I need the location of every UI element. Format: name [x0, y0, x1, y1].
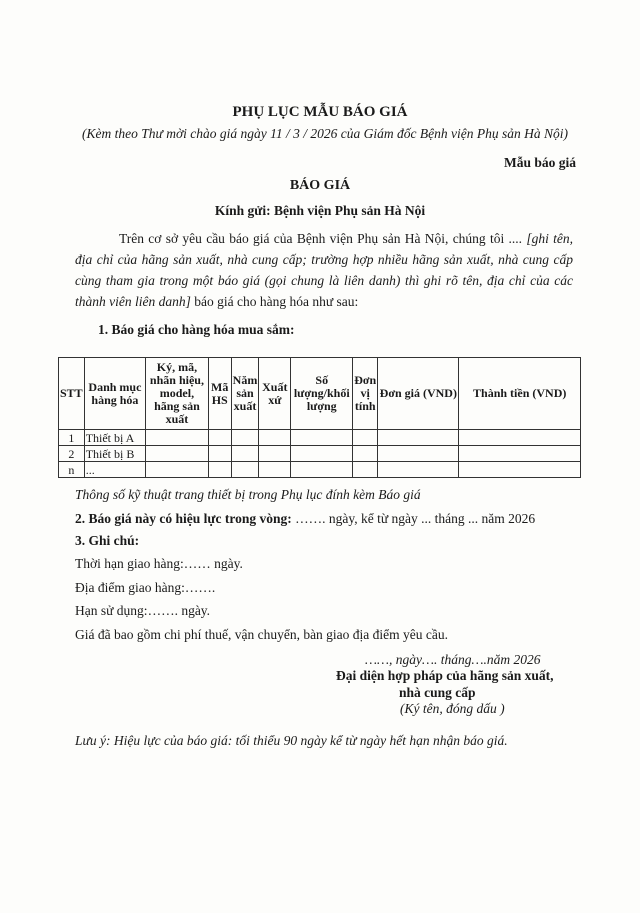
recipient-line: Kính gửi: Bệnh viện Phụ sản Hà Nội: [214, 203, 426, 218]
form-tag: Mẫu báo giá: [503, 155, 576, 170]
table-header-row: [59, 358, 581, 430]
intro-placeholder: [ghi tên, địa chỉ của hãng sản xuất, nhà cung cấp; trường hợp nhiều hãng sản xuất, nhà cung cấp cùng tham gia trong một báo giá (gọi chung là liên danh) thì ghi rõ tên, địa chỉ của các thành viên liên danh]: [75, 231, 573, 309]
spec-note: Thông số kỹ thuật trang thiết bị trong Phụ lục đính kèm Báo giá: [75, 487, 421, 502]
header-stt: STT: [59, 358, 85, 430]
table-row: [59, 446, 581, 462]
document-title: PHỤ LỤC MẪU BÁO GIÁ: [232, 104, 408, 120]
signature-rep-line-1: Đại diện hợp pháp của hãng sản xuất,: [336, 668, 554, 683]
note-delivery-place: Địa điểm giao hàng:…….: [75, 580, 216, 595]
header-unit: Đơn vị tính: [353, 358, 378, 430]
section-3-title: 3. Ghi chú:: [75, 533, 140, 548]
section-2: [75, 511, 535, 527]
header-unit-price: Đơn giá (VND): [378, 358, 459, 430]
row-item: Thiết bị B: [84, 446, 145, 462]
row-item: ...: [84, 462, 145, 478]
intro-prefix: Trên cơ sở yêu cầu báo giá của Bệnh viện Phụ sản Hà Nội, chúng tôi ....: [119, 231, 523, 246]
header-origin: Xuất xứ: [259, 358, 291, 430]
signature-note: (Ký tên, đóng dấu ): [400, 701, 505, 716]
header-hs-code: Mã HS: [208, 358, 231, 430]
table-row: [59, 430, 581, 446]
table-row: [59, 462, 581, 478]
row-item: Thiết bị A: [84, 430, 145, 446]
intro-paragraph: [75, 228, 573, 312]
section-2-label: 2. Báo giá này có hiệu lực trong vòng:: [75, 511, 292, 526]
header-quantity: Số lượng/khối lượng: [291, 358, 353, 430]
document-subtitle: (Kèm theo Thư mời chào giá ngày 11 / 3 / 2026 của Giám đốc Bệnh viện Phụ sản Hà Nội): [82, 126, 568, 141]
note-delivery-time: Thời hạn giao hàng:…… ngày.: [75, 556, 243, 571]
intro-suffix: báo giá cho hàng hóa như sau:: [190, 294, 359, 309]
row-stt: 2: [59, 446, 85, 462]
note-price-includes: Giá đã bao gồm chi phí thuế, vận chuyển, bàn giao địa điểm yêu cầu.: [75, 627, 449, 642]
header-item: Danh mục hàng hóa: [84, 358, 145, 430]
section-1-title: 1. Báo giá cho hàng hóa mua sắm:: [98, 322, 295, 337]
section-2-value: ……. ngày, kể từ ngày ... tháng ... năm 2026: [291, 511, 536, 526]
row-stt: 1: [59, 430, 85, 446]
header-year: Năm sản xuất: [231, 358, 259, 430]
quote-table: [58, 357, 581, 478]
signature-date: ……, ngày…. tháng….năm 2026: [365, 652, 541, 667]
signature-rep-line-2: nhà cung cấp: [399, 685, 476, 700]
header-total: Thành tiền (VND): [459, 358, 581, 430]
header-model: Ký, mã, nhãn hiệu, model, hãng sản xuất: [146, 358, 209, 430]
row-stt: n: [59, 462, 85, 478]
footnote: Lưu ý: Hiệu lực của báo giá: tối thiểu 90 ngày kể từ ngày hết hạn nhận báo giá.: [75, 733, 508, 748]
quote-heading: BÁO GIÁ: [289, 178, 351, 193]
note-expiry: Hạn sử dụng:……. ngày.: [75, 603, 211, 618]
